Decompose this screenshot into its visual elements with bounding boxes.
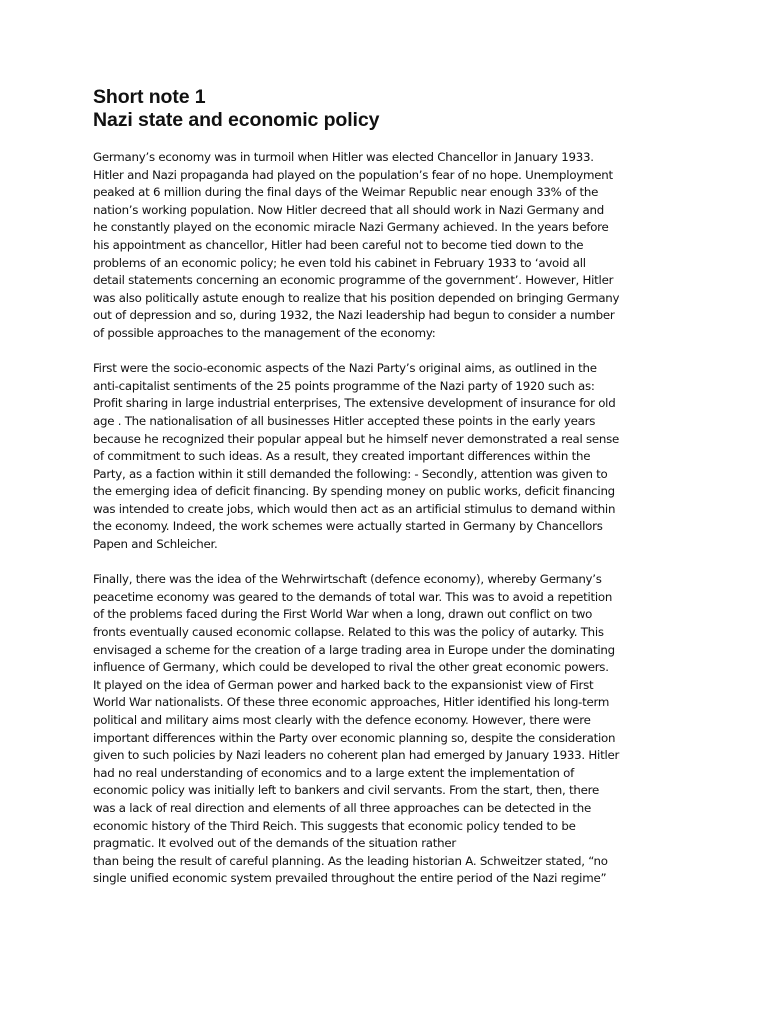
text-line: his appointment as chancellor, Hitler had been careful not to become tied down to the bbox=[93, 237, 584, 252]
text-line: problems of an economic policy; he even told his cabinet in February 1933 to ‘avoid all bbox=[93, 255, 586, 270]
paragraph-2 bbox=[93, 360, 677, 554]
paragraph-gap bbox=[93, 554, 677, 572]
document-content bbox=[93, 86, 677, 888]
text-line: peacetime economy was geared to the demands of total war. This was to avoid a repetition bbox=[93, 589, 613, 604]
text-line: nation’s working population. Now Hitler decreed that all should work in Nazi Germany and bbox=[93, 202, 605, 217]
text-line: envisaged a scheme for the creation of a large trading area in Europe under the dominating bbox=[93, 642, 615, 657]
text-line: than being the result of careful planning. As the leading historian A. Schweitzer stated, “no bbox=[93, 853, 608, 868]
text-line: important differences within the Party over economic planning so, despite the consideration bbox=[93, 730, 616, 745]
text-line: given to such policies by Nazi leaders no coherent plan had emerged by January 1933. Hitler bbox=[93, 748, 620, 763]
text-line: Papen and Schleicher. bbox=[93, 537, 218, 552]
title-line-1: Short note 1 bbox=[93, 86, 206, 108]
text-line: influence of Germany, which could be developed to rival the other great economic powers. bbox=[93, 660, 609, 675]
text-line: single unified economic system prevailed throughout the entire period of the Nazi regime” bbox=[93, 871, 607, 886]
text-line: World War nationalists. Of these three economic approaches, Hitler identified his long-term bbox=[93, 695, 610, 710]
text-line: First were the socio-economic aspects of the Nazi Party’s original aims, as outlined in the bbox=[93, 361, 597, 376]
title-line-2: Nazi state and economic policy bbox=[93, 109, 380, 131]
text-line: because he recognized their popular appeal but he himself never demonstrated a real sense bbox=[93, 431, 620, 446]
text-line: he constantly played on the economic miracle Nazi Germany achieved. In the years before bbox=[93, 220, 609, 235]
text-line: Finally, there was the idea of the Wehrwirtschaft (defence economy), whereby Germany’s bbox=[93, 572, 602, 587]
text-line: Profit sharing in large industrial enterprises, The extensive development of insurance for old bbox=[93, 396, 616, 411]
text-line: age . The nationalisation of all businesses Hitler accepted these points in the early years bbox=[93, 413, 596, 428]
text-line: It played on the idea of German power and harked back to the expansionist view of First bbox=[93, 677, 594, 692]
text-line: out of depression and so, during 1932, the Nazi leadership had begun to consider a number bbox=[93, 308, 615, 323]
text-line: was intended to create jobs, which would then act as an artificial stimulus to demand within bbox=[93, 501, 616, 516]
text-line: was a lack of real direction and elements of all three approaches can be detected in the bbox=[93, 800, 591, 815]
document-title bbox=[93, 86, 677, 132]
text-line: was also politically astute enough to realize that his position depended on bringing Germany bbox=[93, 290, 620, 305]
text-line: fronts eventually caused economic collapse. Related to this was the policy of autarky. This bbox=[93, 625, 604, 640]
text-line: of possible approaches to the management of the economy: bbox=[93, 325, 436, 340]
text-line: peaked at 6 million during the final days of the Weimar Republic near enough 33% of the bbox=[93, 185, 599, 200]
text-line: political and military aims most clearly with the defence economy. However, there were bbox=[93, 713, 591, 727]
paragraph-gap bbox=[93, 343, 677, 361]
document-body bbox=[93, 149, 677, 888]
text-line: economic history of the Third Reich. This suggests that economic policy tended to be bbox=[93, 818, 576, 833]
text-line: pragmatic. It evolved out of the demands of the situation rather bbox=[93, 836, 456, 851]
text-line: economic policy was initially left to bankers and civil servants. From the start, then, there bbox=[93, 783, 599, 798]
text-line: anti-capitalist sentiments of the 25 points programme of the Nazi party of 1920 such as: bbox=[93, 378, 595, 393]
text-line: the economy. Indeed, the work schemes were actually started in Germany by Chancellors bbox=[93, 519, 603, 534]
text-line: of commitment to such ideas. As a result, they created important differences within the bbox=[93, 449, 591, 464]
text-line: of the problems faced during the First World War when a long, drawn out conflict on two bbox=[93, 607, 593, 622]
text-line: Party, as a faction within it still demanded the following: - Secondly, attention was given to bbox=[93, 466, 608, 481]
text-line: Germany’s economy was in turmoil when Hitler was elected Chancellor in January 1933. bbox=[93, 150, 594, 164]
paragraph-1 bbox=[93, 149, 677, 343]
text-line: detail statements concerning an economic programme of the government’. However, Hitler bbox=[93, 273, 614, 288]
text-line: the emerging idea of deficit financing. By spending money on public works, deficit financing bbox=[93, 484, 615, 499]
text-line: had no real understanding of economics and to a large extent the implementation of bbox=[93, 765, 575, 780]
text-line: Hitler and Nazi propaganda had played on the population’s fear of no hope. Unemployment bbox=[93, 167, 613, 182]
paragraph-3 bbox=[93, 571, 677, 888]
